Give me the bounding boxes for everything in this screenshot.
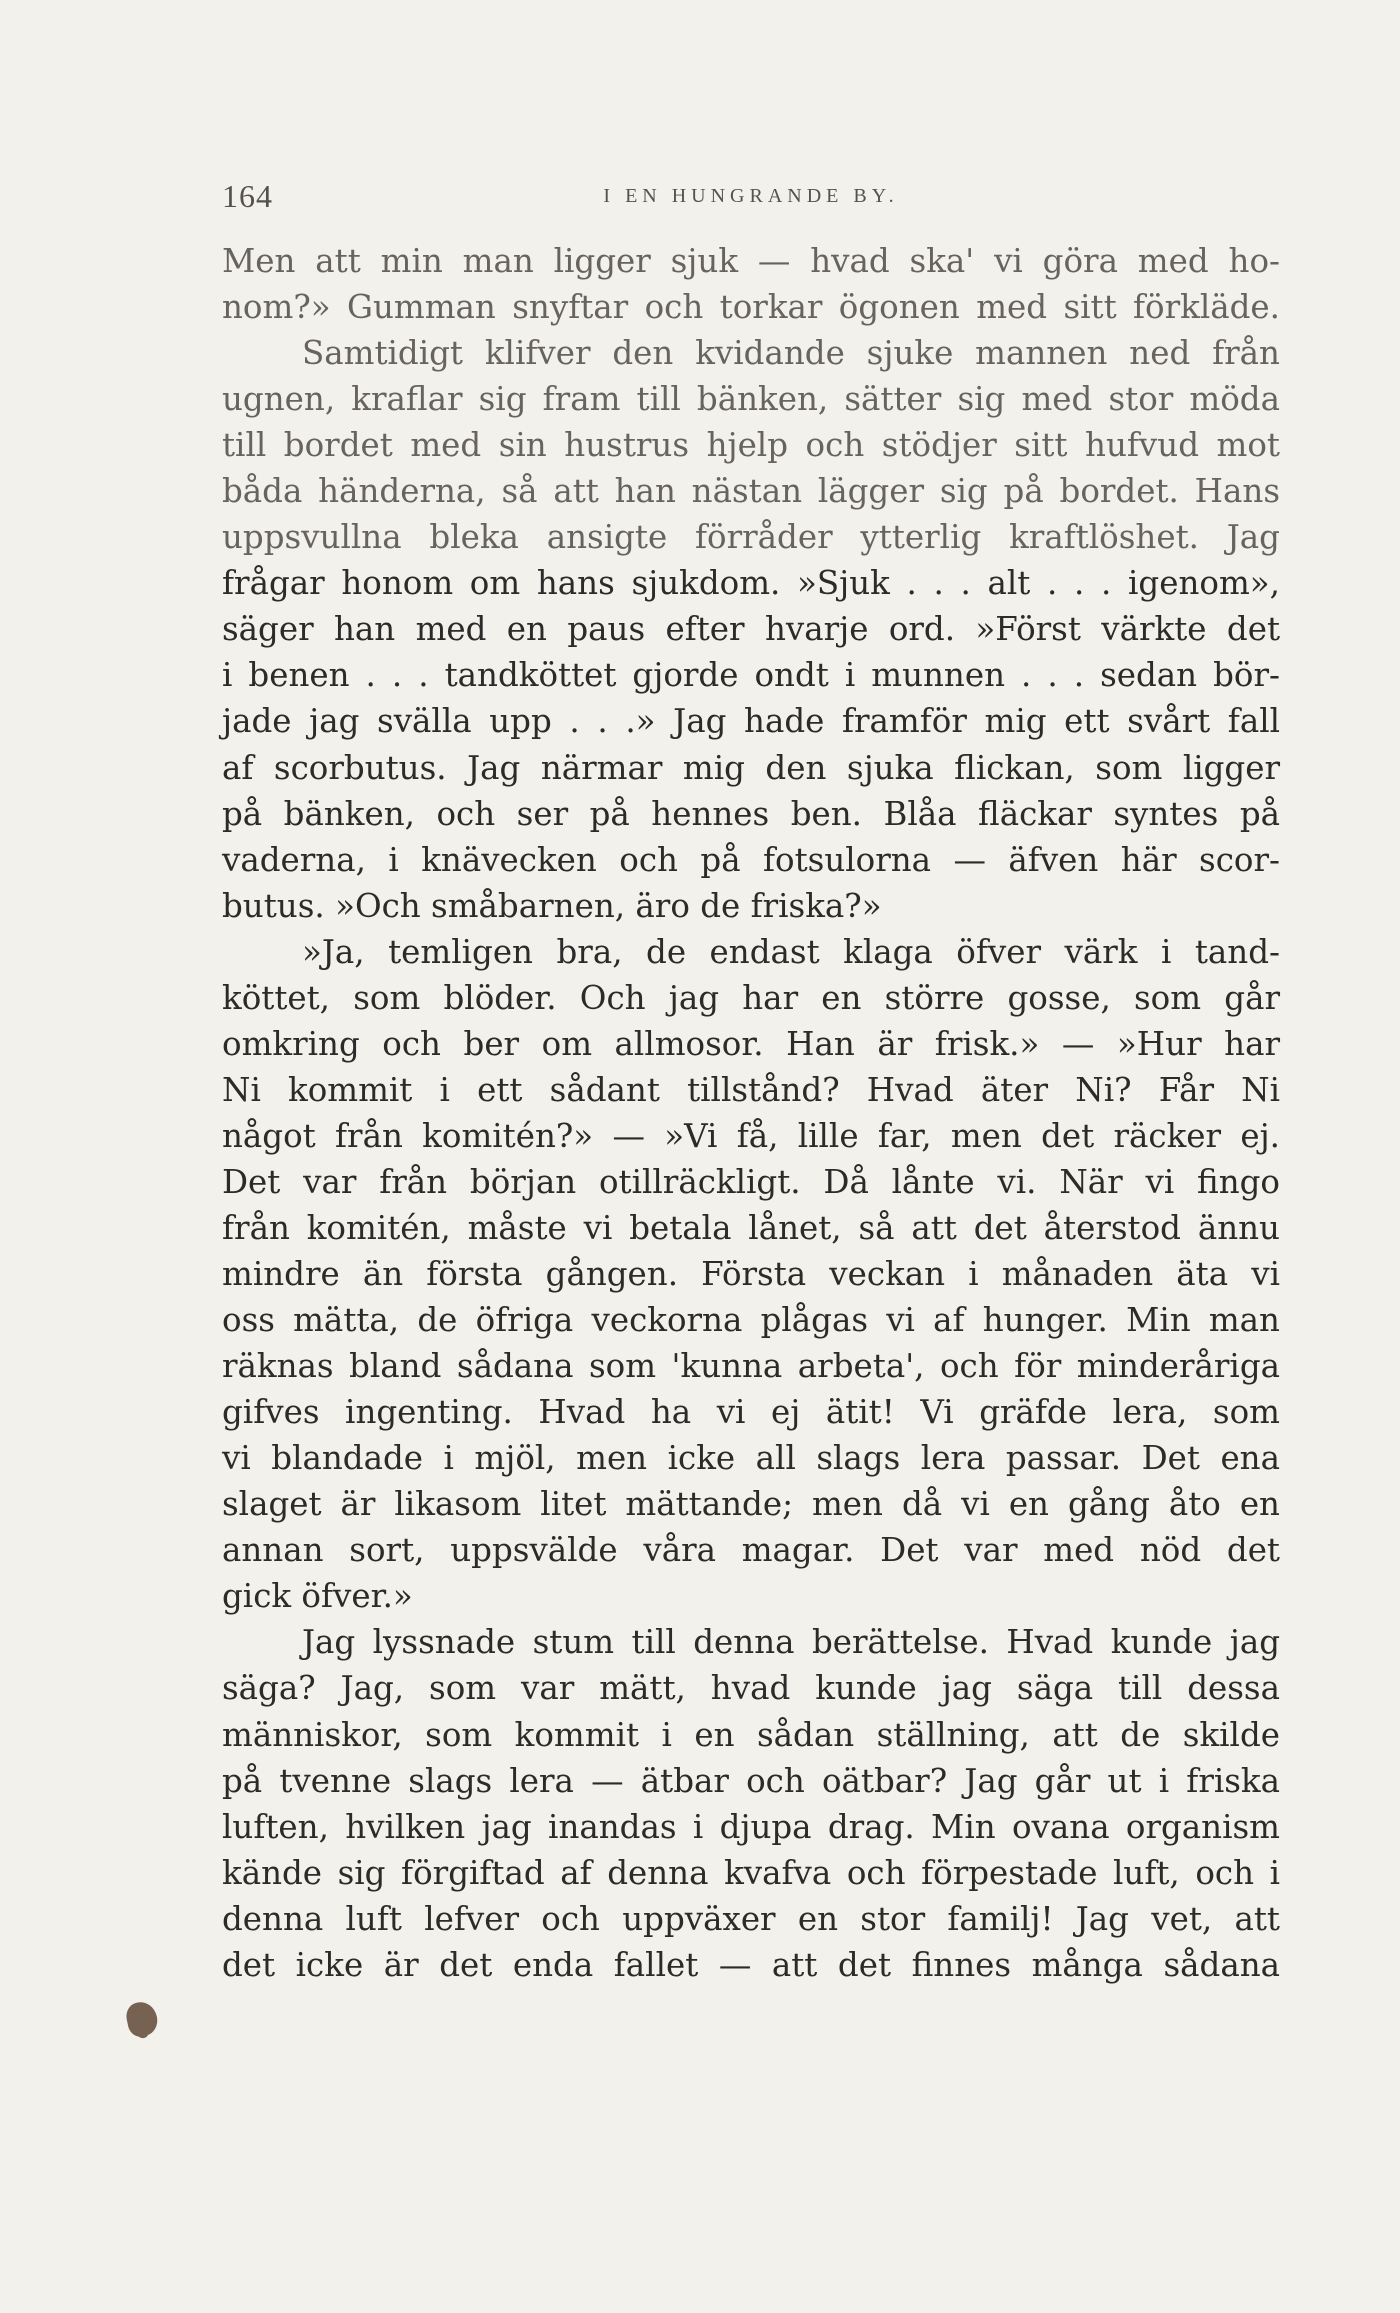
page-header bbox=[222, 178, 1280, 224]
text-line: säger han med en paus efter hvarje ord. »Först värkte det bbox=[222, 610, 1280, 649]
text-line: »Ja, temligen bra, de endast klaga öfver värk i tand- bbox=[302, 932, 1280, 971]
text-line: människor, som kommit i en sådan ställning, att de skilde bbox=[222, 1715, 1280, 1754]
text-line: räknas bland sådana som 'kunna arbeta', och för minderåriga bbox=[222, 1347, 1280, 1386]
body-text bbox=[222, 238, 1280, 1988]
text-line: vi blandade i mjöl, men icke all slags lera passar. Det ena bbox=[222, 1439, 1280, 1478]
text-line: gick öfver.» bbox=[222, 1577, 413, 1616]
text-line: ugnen, kraflar sig fram till bänken, sätter sig med stor möda bbox=[222, 380, 1280, 419]
text-line: Jag lyssnade stum till denna berättelse. Hvad kunde jag bbox=[302, 1623, 1280, 1662]
text-line: köttet, som blöder. Och jag har en större gosse, som går bbox=[222, 978, 1280, 1017]
text-line: Det var från början otillräckligt. Då lånte vi. När vi fingo bbox=[222, 1162, 1280, 1201]
text-line: jade jag svälla upp . . .» Jag hade framför mig ett svårt fall bbox=[222, 702, 1280, 741]
ink-stain bbox=[124, 1999, 160, 2038]
text-line: uppsvullna bleka ansigte förråder ytterlig kraftlöshet. Jag bbox=[222, 518, 1280, 557]
text-line: i benen . . . tandköttet gjorde ondt i munnen . . . sedan bör- bbox=[222, 656, 1280, 695]
text-line: mindre än första gången. Första veckan i månaden äta vi bbox=[222, 1255, 1280, 1294]
text-line: af scorbutus. Jag närmar mig den sjuka flickan, som ligger bbox=[222, 748, 1280, 787]
text-line: säga? Jag, som var mätt, hvad kunde jag säga till dessa bbox=[222, 1669, 1280, 1708]
running-head: I EN HUNGRANDE BY. bbox=[603, 185, 899, 207]
text-line: på tvenne slags lera — ätbar och oätbar? Jag går ut i friska bbox=[222, 1761, 1280, 1800]
text-line: något från komitén?» — »Vi få, lille far, men det räcker ej. bbox=[222, 1116, 1280, 1155]
text-line: annan sort, uppsvälde våra magar. Det var med nöd det bbox=[222, 1531, 1280, 1570]
text-line: vaderna, i knävecken och på fotsulorna — äfven här scor- bbox=[222, 840, 1280, 879]
text-line: nom?» Gumman snyftar och torkar ögonen med sitt förkläde. bbox=[222, 288, 1280, 327]
text-line: omkring och ber om allmosor. Han är frisk.» — »Hur har bbox=[222, 1024, 1280, 1063]
text-line: frågar honom om hans sjukdom. »Sjuk . . . alt . . . igenom», bbox=[222, 564, 1280, 603]
text-line: Men att min man ligger sjuk — hvad ska' vi göra med ho- bbox=[222, 242, 1280, 280]
text-line: från komitén, måste vi betala lånet, så att det återstod ännu bbox=[222, 1208, 1280, 1247]
text-line: luften, hvilken jag inandas i djupa drag. Min ovana organism bbox=[222, 1807, 1280, 1846]
text-line: Samtidigt klifver den kvidande sjuke mannen ned från bbox=[302, 334, 1280, 373]
text-line: det icke är det enda fallet — att det finnes många sådana bbox=[222, 1945, 1280, 1984]
text-line: på bänken, och ser på hennes ben. Blåa fläckar syntes på bbox=[222, 794, 1280, 833]
text-line: slaget är likasom litet mättande; men då vi en gång åto en bbox=[222, 1485, 1280, 1524]
text-line: oss mätta, de öfriga veckorna plågas vi af hunger. Min man bbox=[222, 1301, 1280, 1340]
text-line: båda händerna, så att han nästan lägger sig på bordet. Hans bbox=[222, 472, 1280, 511]
text-line: denna luft lefver och uppväxer en stor familj! Jag vet, att bbox=[222, 1899, 1280, 1938]
text-line: kände sig förgiftad af denna kvafva och förpestade luft, och i bbox=[222, 1853, 1280, 1892]
text-line: gifves ingenting. Hvad ha vi ej ätit! Vi gräfde lera, som bbox=[222, 1393, 1280, 1432]
text-line: Ni kommit i ett sådant tillstånd? Hvad äter Ni? Får Ni bbox=[222, 1070, 1280, 1109]
page-number: 164 bbox=[222, 178, 273, 214]
text-line: butus. »Och småbarnen, äro de friska?» bbox=[222, 886, 882, 925]
text-line: till bordet med sin hustrus hjelp och stödjer sitt hufvud mot bbox=[222, 426, 1280, 465]
